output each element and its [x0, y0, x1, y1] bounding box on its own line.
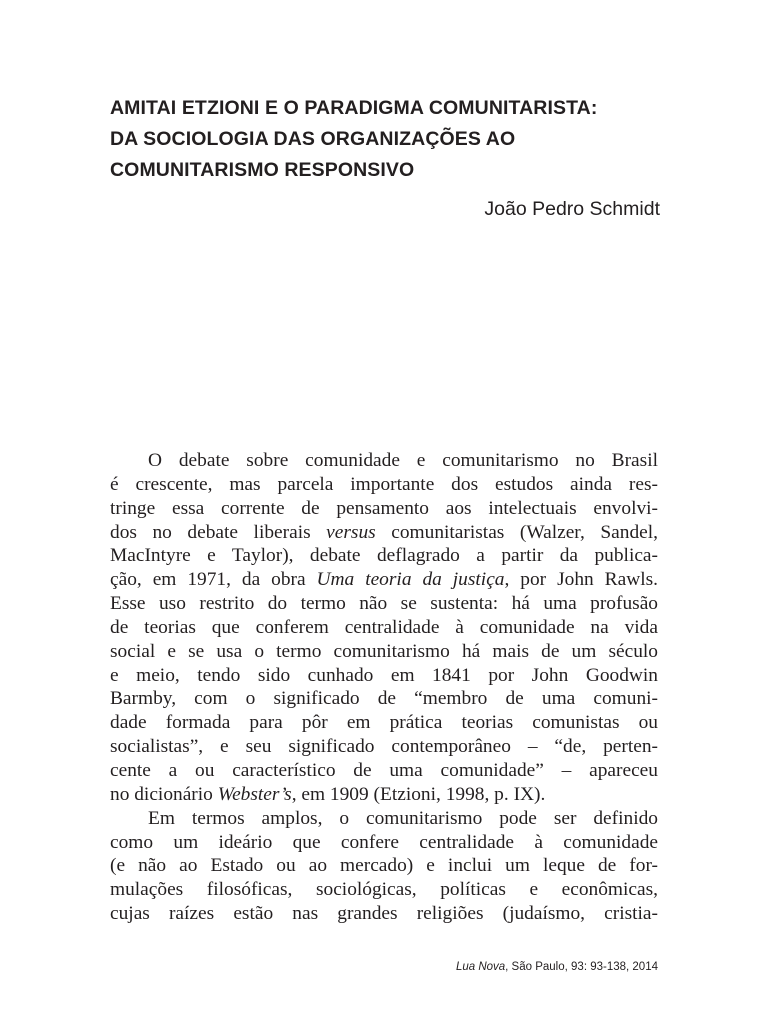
text-line: e meio, tendo sido cunhado em 1841 por John Goodwin [110, 664, 658, 686]
text-run: , por John Rawls. [504, 569, 658, 591]
text-line: como um ideário que confere centralidade à comunidade [110, 831, 658, 853]
citation-details: , São Paulo, 93: 93-138, 2014 [505, 961, 658, 973]
article-body [110, 449, 658, 926]
text-run: , em 1909 (Etzioni, 1998, p. IX). [291, 783, 546, 805]
article-title [110, 93, 670, 186]
paragraph-1 [110, 449, 658, 807]
text-line: cujas raízes estão nas grandes religiões (judaísmo, cristia- [110, 903, 658, 925]
text-run: dos no debate liberais [110, 521, 327, 543]
journal-name: Lua Nova [455, 961, 506, 973]
text-run: comunitaristas (Walzer, Sandel, [375, 521, 658, 543]
title-line: COMUNITARISMO RESPONSIVO [110, 159, 415, 181]
text-run: ção, em 1971, da obra [110, 569, 317, 591]
text-line: Barmby, com o significado de “membro de uma comuni- [110, 688, 658, 710]
paragraph-2 [110, 807, 658, 926]
text-line: Esse uso restrito do termo não se sustenta: há uma profusão [110, 593, 658, 615]
italic-book-title: Uma teoria da justiça [316, 569, 505, 591]
text-run: no dicionário [110, 783, 218, 805]
text-line: cente a ou característico de uma comunidade” – apareceu [110, 759, 658, 781]
text-line: Em termos amplos, o comunitarismo pode ser definido [148, 807, 658, 829]
italic-dictionary-title: Webster’s [217, 783, 292, 805]
title-line: AMITAI ETZIONI E O PARADIGMA COMUNITARISTA: [110, 97, 598, 119]
text-line: mulações filosóficas, sociológicas, políticas e econômicas, [110, 879, 658, 901]
text-line: dade formada para pôr em prática teorias comunistas ou [110, 712, 658, 734]
text-line: é crescente, mas parcela importante dos estudos ainda res- [110, 473, 658, 495]
text-line [110, 568, 658, 592]
text-line: O debate sobre comunidade e comunitarismo no Brasil [148, 450, 658, 471]
text-line: tringe essa corrente de pensamento aos intelectuais envolvi- [110, 497, 658, 519]
title-line: DA SOCIOLOGIA DAS ORGANIZAÇÕES AO [110, 128, 516, 150]
text-line: social e se usa o termo comunitarismo há mais de um século [110, 640, 658, 662]
italic-term: versus [326, 521, 376, 543]
text-line: de teorias que conferem centralidade à comunidade na vida [110, 616, 658, 638]
article-author: João Pedro Schmidt [484, 198, 660, 220]
text-line [110, 783, 658, 807]
text-line: (e não ao Estado ou ao mercado) e inclui um leque de for- [110, 855, 658, 877]
text-line: socialistas”, e seu significado contemporâneo – “de, perten- [110, 736, 658, 758]
page-footer-citation [456, 960, 658, 974]
text-line [110, 521, 658, 545]
text-line: MacIntyre e Taylor), debate deflagrado a partir da publica- [110, 545, 658, 567]
